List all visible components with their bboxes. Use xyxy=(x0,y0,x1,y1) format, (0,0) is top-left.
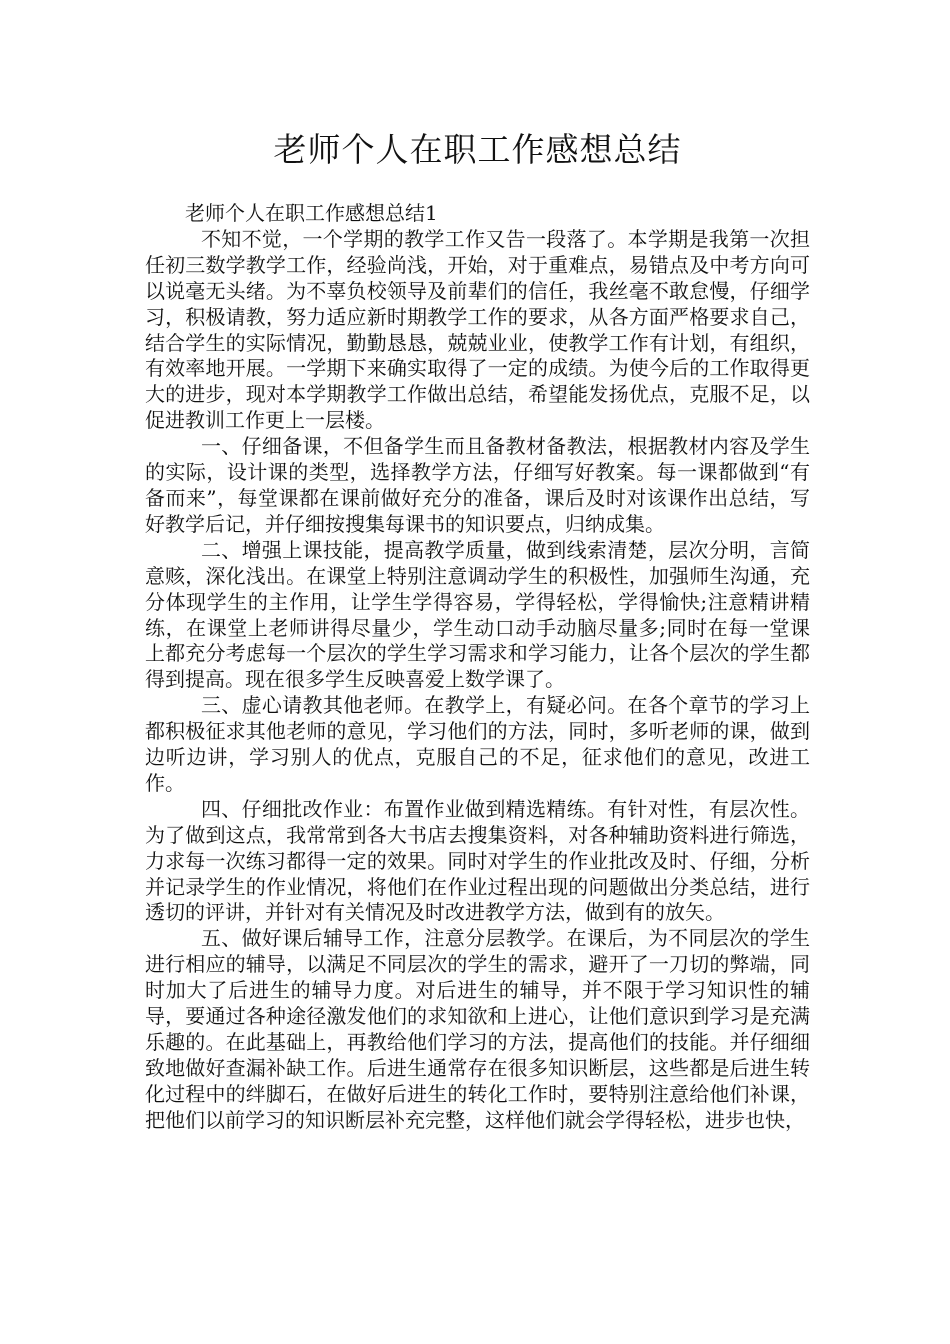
document-title: 老师个人在职工作感想总结 xyxy=(273,130,682,169)
document-page xyxy=(145,128,810,1134)
paragraph-point-1: 一、仔细备课，不但备学生而且备教材备教法，根据教材内容及学生的实际，设计课的类型，选择教学方法，仔细写好教案。每一课都做到“有备而来”，每堂课都在课前做好充分的准备，课后及时对该课作出总结，写好教学后记，并仔细按搜集每课书的知识要点，归纳成集。 xyxy=(145,434,810,536)
section-heading: 老师个人在职工作感想总结1 xyxy=(185,201,438,225)
paragraph-point-4: 四、仔细批改作业：布置作业做到精选精练。有针对性，有层次性。为了做到这点，我常常到各大书店去搜集资料，对各种辅助资料进行筛选，力求每一次练习都得一定的效果。同时对学生的作业批改及时、仔细，分析并记录学生的作业情况，将他们在作业过程出现的问题做出分类总结，进行透切的评讲，并针对有关情况及时改进教学方法，做到有的放矢。 xyxy=(145,796,810,925)
paragraph-point-2: 二、增强上课技能，提高教学质量，做到线索清楚，层次分明，言简意赅，深化浅出。在课堂上特别注意调动学生的积极性，加强师生沟通，充分体现学生的主作用，让学生学得容易，学得轻松，学得愉快;注意精讲精练，在课堂上老师讲得尽量少，学生动口动手动脑尽量多;同时在每一堂课上都充分考虑每一个层次的学生学习需求和学习能力，让各个层次的学生都得到提高。现在很多学生反映喜爱上数学课了。 xyxy=(145,537,810,692)
paragraph-point-5: 五、做好课后辅导工作，注意分层教学。在课后，为不同层次的学生进行相应的辅导，以满足不同层次的学生的需求，避开了一刀切的弊端，同时加大了后进生的辅导力度。对后进生的辅导，并不限于学习知识性的辅导，要通过各种途径激发他们的求知欲和上进心，让他们意识到学习是充满乐趣的。在此基础上，再教给他们学习的方法，提高他们的技能。并仔细细致地做好查漏补缺工作。后进生通常存在很多知识断层，这些都是后进生转化过程中的绊脚石，在做好后进生的转化工作时，要特别注意给他们补课，把他们以前学习的知识断层补充完整，这样他们就会学得轻松，进步也快， xyxy=(145,926,810,1132)
paragraph-point-3: 三、虚心请教其他老师。在教学上，有疑必问。在各个章节的学习上都积极征求其他老师的意见，学习他们的方法，同时，多听老师的课，做到边听边讲，学习别人的优点，克服自己的不足，征求他们的意见，改进工作。 xyxy=(145,693,810,795)
paragraph-intro: 不知不觉，一个学期的教学工作又告一段落了。本学期是我第一次担任初三数学教学工作，经验尚浅，开始，对于重难点，易错点及中考方向可以说毫无头绪。为不辜负校领导及前辈们的信任，我丝毫不敢怠慢，仔细学习，积极请教，努力适应新时期教学工作的要求，从各方面严格要求自己，结合学生的实际情况，勤勤恳恳，兢兢业业，使教学工作有计划，有组织，有效率地开展。一学期下来确实取得了一定的成绩。为使今后的工作取得更大的进步，现对本学期教学工作做出总结，希望能发扬优点，克服不足，以促进教训工作更上一层楼。 xyxy=(145,226,810,433)
